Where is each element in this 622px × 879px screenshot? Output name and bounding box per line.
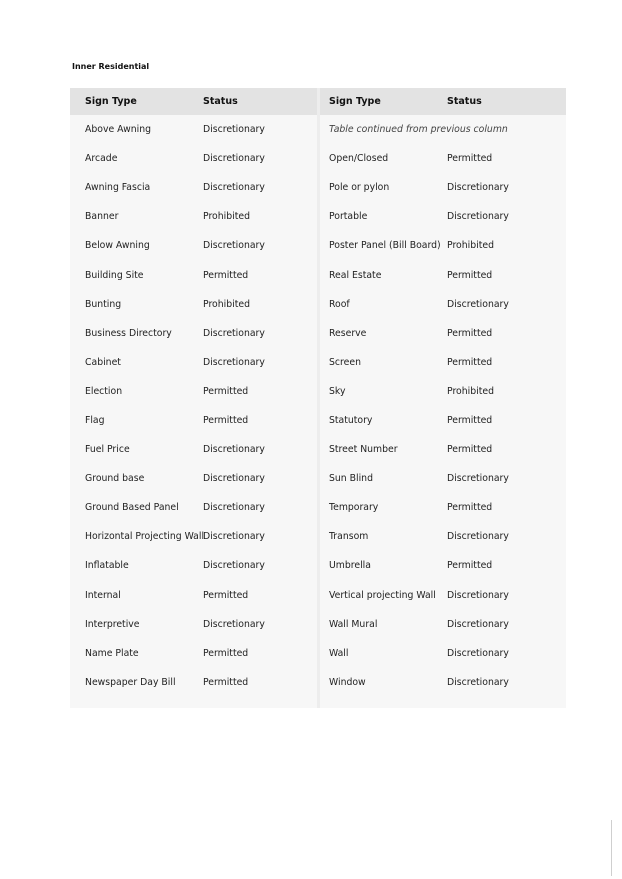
sign-type-cell: Awning Fascia xyxy=(85,182,151,194)
sign-type-cell: Cabinet xyxy=(85,356,121,368)
status-cell: Discretionary xyxy=(447,531,509,543)
table-row xyxy=(320,231,566,260)
scan-edge-line xyxy=(611,820,612,876)
table-row xyxy=(70,493,317,522)
table-row xyxy=(320,406,566,435)
status-cell: Discretionary xyxy=(203,618,265,630)
table-row xyxy=(320,639,566,668)
status-cell: Permitted xyxy=(203,647,249,659)
status-cell: Permitted xyxy=(447,269,493,281)
table-row xyxy=(70,581,317,610)
table-row xyxy=(320,493,566,522)
table-row xyxy=(320,173,566,202)
status-cell: Discretionary xyxy=(203,444,265,456)
table-row xyxy=(320,260,566,289)
status-cell: Prohibited xyxy=(203,298,250,310)
status-cell: Discretionary xyxy=(447,211,509,223)
status-cell: Permitted xyxy=(447,356,493,368)
status-cell: Discretionary xyxy=(203,153,265,165)
header-status: Status xyxy=(447,96,482,107)
sign-type-cell: Fuel Price xyxy=(85,444,130,456)
sign-type-cell: Internal xyxy=(85,589,121,601)
sign-type-cell: Statutory xyxy=(329,414,373,426)
table-row xyxy=(70,231,317,260)
header-status: Status xyxy=(203,96,238,107)
status-cell: Permitted xyxy=(447,327,493,339)
sign-type-cell: Transom xyxy=(329,531,369,543)
sign-type-cell: Name Plate xyxy=(85,647,139,659)
table-row xyxy=(320,551,566,580)
table-row xyxy=(320,319,566,348)
sign-type-cell: Portable xyxy=(329,211,368,223)
table-row xyxy=(70,290,317,319)
sign-type-cell: Election xyxy=(85,385,123,397)
table-row xyxy=(70,435,317,464)
table-row xyxy=(70,668,317,697)
table-row xyxy=(320,348,566,377)
page-title: Inner Residential xyxy=(72,62,150,71)
sign-type-cell: Interpretive xyxy=(85,618,140,630)
status-cell: Prohibited xyxy=(203,211,250,223)
sign-type-table xyxy=(70,88,566,708)
status-cell: Permitted xyxy=(447,444,493,456)
sign-type-cell: Sky xyxy=(329,385,346,397)
table-row xyxy=(320,610,566,639)
status-cell: Discretionary xyxy=(447,182,509,194)
status-cell: Discretionary xyxy=(447,298,509,310)
sign-type-cell: Street Number xyxy=(329,444,398,456)
sign-type-cell: Building Site xyxy=(85,269,144,281)
sign-type-cell: Bunting xyxy=(85,298,122,310)
sign-type-cell: Wall Mural xyxy=(329,618,378,630)
table-row xyxy=(70,639,317,668)
table-row xyxy=(320,668,566,697)
sign-type-cell: Horizontal Projecting Wall xyxy=(85,531,205,543)
status-cell: Discretionary xyxy=(203,502,265,514)
status-cell: Discretionary xyxy=(203,124,265,136)
table-row xyxy=(70,115,317,144)
status-cell: Permitted xyxy=(447,502,493,514)
table-row xyxy=(70,551,317,580)
status-cell: Discretionary xyxy=(447,676,509,688)
right-table-body xyxy=(320,144,566,697)
sign-type-cell: Real Estate xyxy=(329,269,382,281)
status-cell: Discretionary xyxy=(203,182,265,194)
table-header-row xyxy=(320,88,566,115)
status-cell: Permitted xyxy=(447,560,493,572)
sign-type-cell: Flag xyxy=(85,414,105,426)
table-row xyxy=(70,406,317,435)
table-row xyxy=(320,290,566,319)
status-cell: Discretionary xyxy=(447,473,509,485)
sign-type-cell: Pole or pylon xyxy=(329,182,390,194)
table-row xyxy=(70,144,317,173)
table-row xyxy=(320,464,566,493)
table-row xyxy=(70,260,317,289)
table-row xyxy=(320,581,566,610)
status-cell: Prohibited xyxy=(447,240,494,252)
table-row xyxy=(320,377,566,406)
table-row xyxy=(320,202,566,231)
sign-type-cell: Screen xyxy=(329,356,361,368)
continued-note-row xyxy=(320,115,566,144)
status-cell: Permitted xyxy=(203,269,249,281)
sign-type-cell: Ground base xyxy=(85,473,145,485)
left-table-half xyxy=(70,88,317,697)
status-cell: Discretionary xyxy=(203,240,265,252)
table-row xyxy=(70,610,317,639)
left-table-body xyxy=(70,115,317,697)
sign-type-cell: Newspaper Day Bill xyxy=(85,676,176,688)
table-row xyxy=(70,173,317,202)
sign-type-cell: Poster Panel (Bill Board) xyxy=(329,240,441,252)
table-row xyxy=(320,144,566,173)
header-sign-type: Sign Type xyxy=(85,96,137,107)
status-cell: Prohibited xyxy=(447,385,494,397)
sign-type-cell: Sun Blind xyxy=(329,473,373,485)
table-row xyxy=(70,319,317,348)
status-cell: Discretionary xyxy=(203,531,265,543)
status-cell: Discretionary xyxy=(203,560,265,572)
status-cell: Permitted xyxy=(203,385,249,397)
continued-note: Table continued from previous column xyxy=(329,124,508,136)
sign-type-cell: Wall xyxy=(329,647,349,659)
sign-type-cell: Business Directory xyxy=(85,327,172,339)
status-cell: Permitted xyxy=(203,589,249,601)
header-sign-type: Sign Type xyxy=(329,96,381,107)
right-table-half xyxy=(320,88,566,697)
status-cell: Discretionary xyxy=(203,473,265,485)
status-cell: Discretionary xyxy=(203,356,265,368)
status-cell: Permitted xyxy=(203,414,249,426)
sign-type-cell: Banner xyxy=(85,211,119,223)
sign-type-cell: Below Awning xyxy=(85,240,150,252)
status-cell: Permitted xyxy=(447,414,493,426)
status-cell: Discretionary xyxy=(447,618,509,630)
table-row xyxy=(70,202,317,231)
table-row xyxy=(70,348,317,377)
table-row xyxy=(320,522,566,551)
table-row xyxy=(320,435,566,464)
sign-type-cell: Roof xyxy=(329,298,350,310)
status-cell: Discretionary xyxy=(203,327,265,339)
status-cell: Permitted xyxy=(203,676,249,688)
table-row xyxy=(70,377,317,406)
sign-type-cell: Inflatable xyxy=(85,560,129,572)
table-header-row xyxy=(70,88,317,115)
status-cell: Discretionary xyxy=(447,589,509,601)
sign-type-cell: Vertical projecting Wall xyxy=(329,589,436,601)
sign-type-cell: Temporary xyxy=(329,502,379,514)
table-row xyxy=(70,464,317,493)
table-row xyxy=(70,522,317,551)
sign-type-cell: Above Awning xyxy=(85,124,151,136)
status-cell: Discretionary xyxy=(447,647,509,659)
sign-type-cell: Ground Based Panel xyxy=(85,502,179,514)
sign-type-cell: Open/Closed xyxy=(329,153,389,165)
sign-type-cell: Reserve xyxy=(329,327,367,339)
status-cell: Permitted xyxy=(447,153,493,165)
sign-type-cell: Arcade xyxy=(85,153,118,165)
sign-type-cell: Window xyxy=(329,676,366,688)
sign-type-cell: Umbrella xyxy=(329,560,371,572)
